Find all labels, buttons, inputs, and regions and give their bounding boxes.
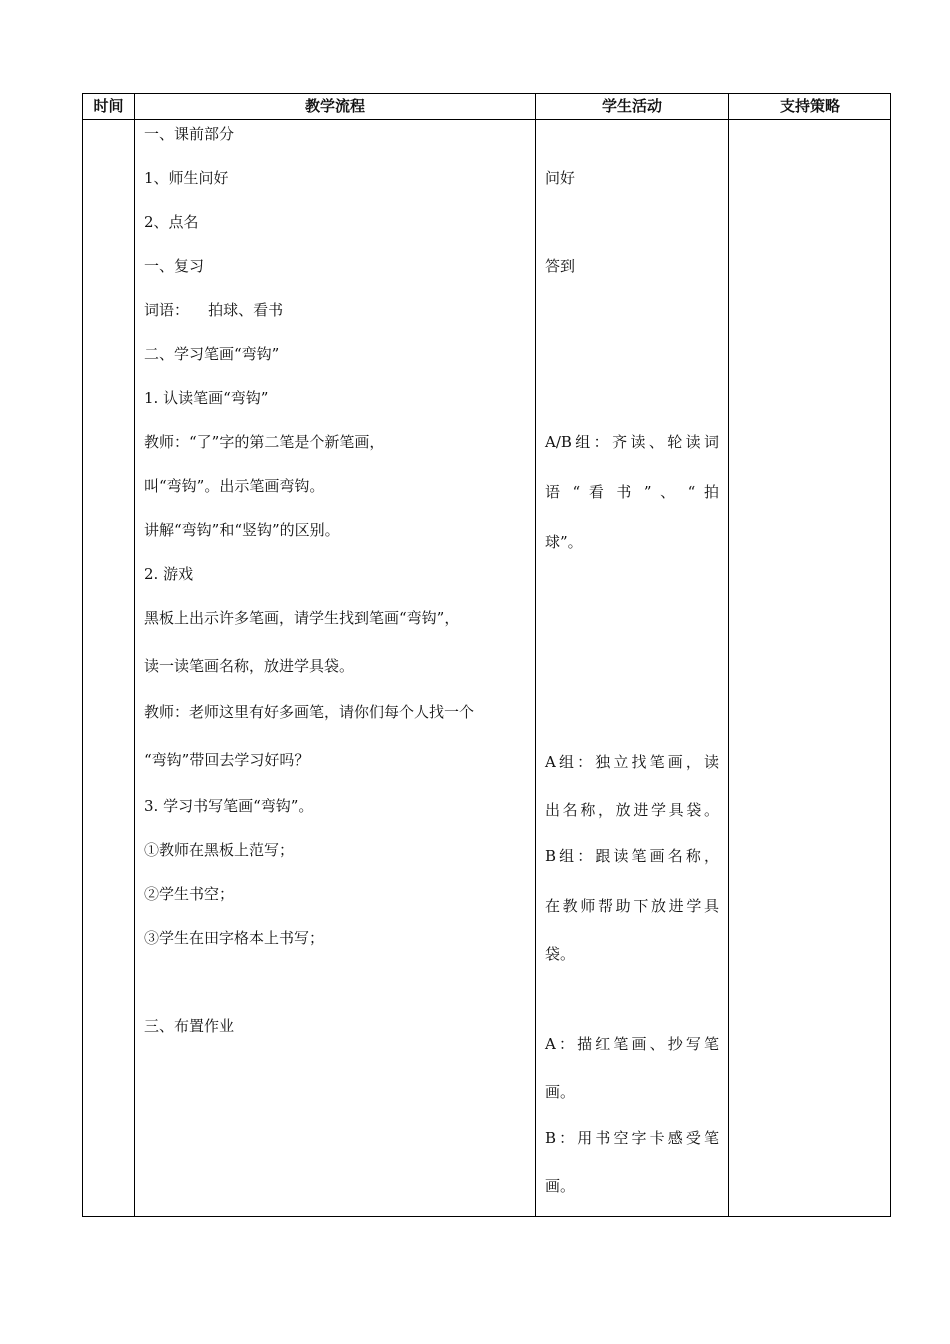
flow-line: 1、师生问好: [144, 169, 229, 187]
flow-line: 讲解“弯钩”和“竖钩”的区别。: [144, 521, 340, 539]
activity-line: 出名称，放进学具袋。: [545, 801, 719, 819]
column-divider: [535, 94, 536, 1216]
flow-line: ②学生书空；: [144, 885, 235, 903]
activity-line: B：用书空字卡感受笔: [545, 1129, 719, 1147]
flow-line: ①教师在黑板上范写；: [144, 841, 295, 859]
flow-line: 读一读笔画名称，放进学具袋。: [144, 657, 355, 675]
activity-line: 在教师帮助下放进学具: [545, 897, 719, 915]
flow-line: 2、点名: [144, 213, 199, 231]
activity-line: 球”。: [545, 533, 583, 551]
flow-line: 二、学习笔画“弯钩”: [144, 345, 280, 363]
flow-line: 词语： 拍球、看书: [144, 301, 284, 319]
flow-line: 教师：“了”字的第二笔是个新笔画，: [144, 433, 385, 451]
flow-line: 2. 游戏: [144, 565, 194, 583]
flow-line: 教师：老师这里有好多画笔，请你们每个人找一个: [144, 703, 475, 721]
flow-line: 三、布置作业: [144, 1017, 235, 1035]
activity-line: A/B组：齐读、轮读词: [545, 433, 719, 451]
flow-line: 一、课前部分: [144, 125, 235, 143]
activity-line: 答到: [545, 257, 576, 275]
activity-line: 画。: [545, 1083, 576, 1101]
flow-line: 1. 认读笔画“弯钩”: [144, 389, 269, 407]
column-divider: [728, 94, 729, 1216]
header-time: 时间: [93, 97, 124, 115]
flow-line: 3. 学习书写笔画“弯钩”。: [144, 797, 314, 815]
flow-line: “弯钩”带回去学习好吗？: [144, 751, 310, 769]
header-divider: [83, 119, 890, 120]
activity-line: A组：独立找笔画，读: [545, 753, 719, 771]
flow-line: 一、复习: [144, 257, 205, 275]
header-student-activity: 学生活动: [601, 97, 662, 115]
header-teaching-flow: 教学流程: [304, 97, 365, 115]
activity-line: 画。: [545, 1177, 576, 1195]
column-divider: [134, 94, 135, 1216]
flow-line: 叫“弯钩”。出示笔画弯钩。: [144, 477, 325, 495]
header-support-strategy: 支持策略: [779, 97, 840, 115]
flow-line: ③学生在田字格本上书写；: [144, 929, 325, 947]
activity-line: 问好: [545, 169, 576, 187]
activity-line: A：描红笔画、抄写笔: [545, 1035, 719, 1053]
activity-line: 袋。: [545, 945, 576, 963]
activity-line: 语 “ 看 书 ” 、 “ 拍: [545, 483, 719, 501]
activity-line: B组：跟读笔画名称，: [545, 847, 719, 865]
flow-line: 黑板上出示许多笔画，请学生找到笔画“弯钩”，: [144, 609, 460, 627]
lesson-plan-table: [82, 93, 891, 1217]
